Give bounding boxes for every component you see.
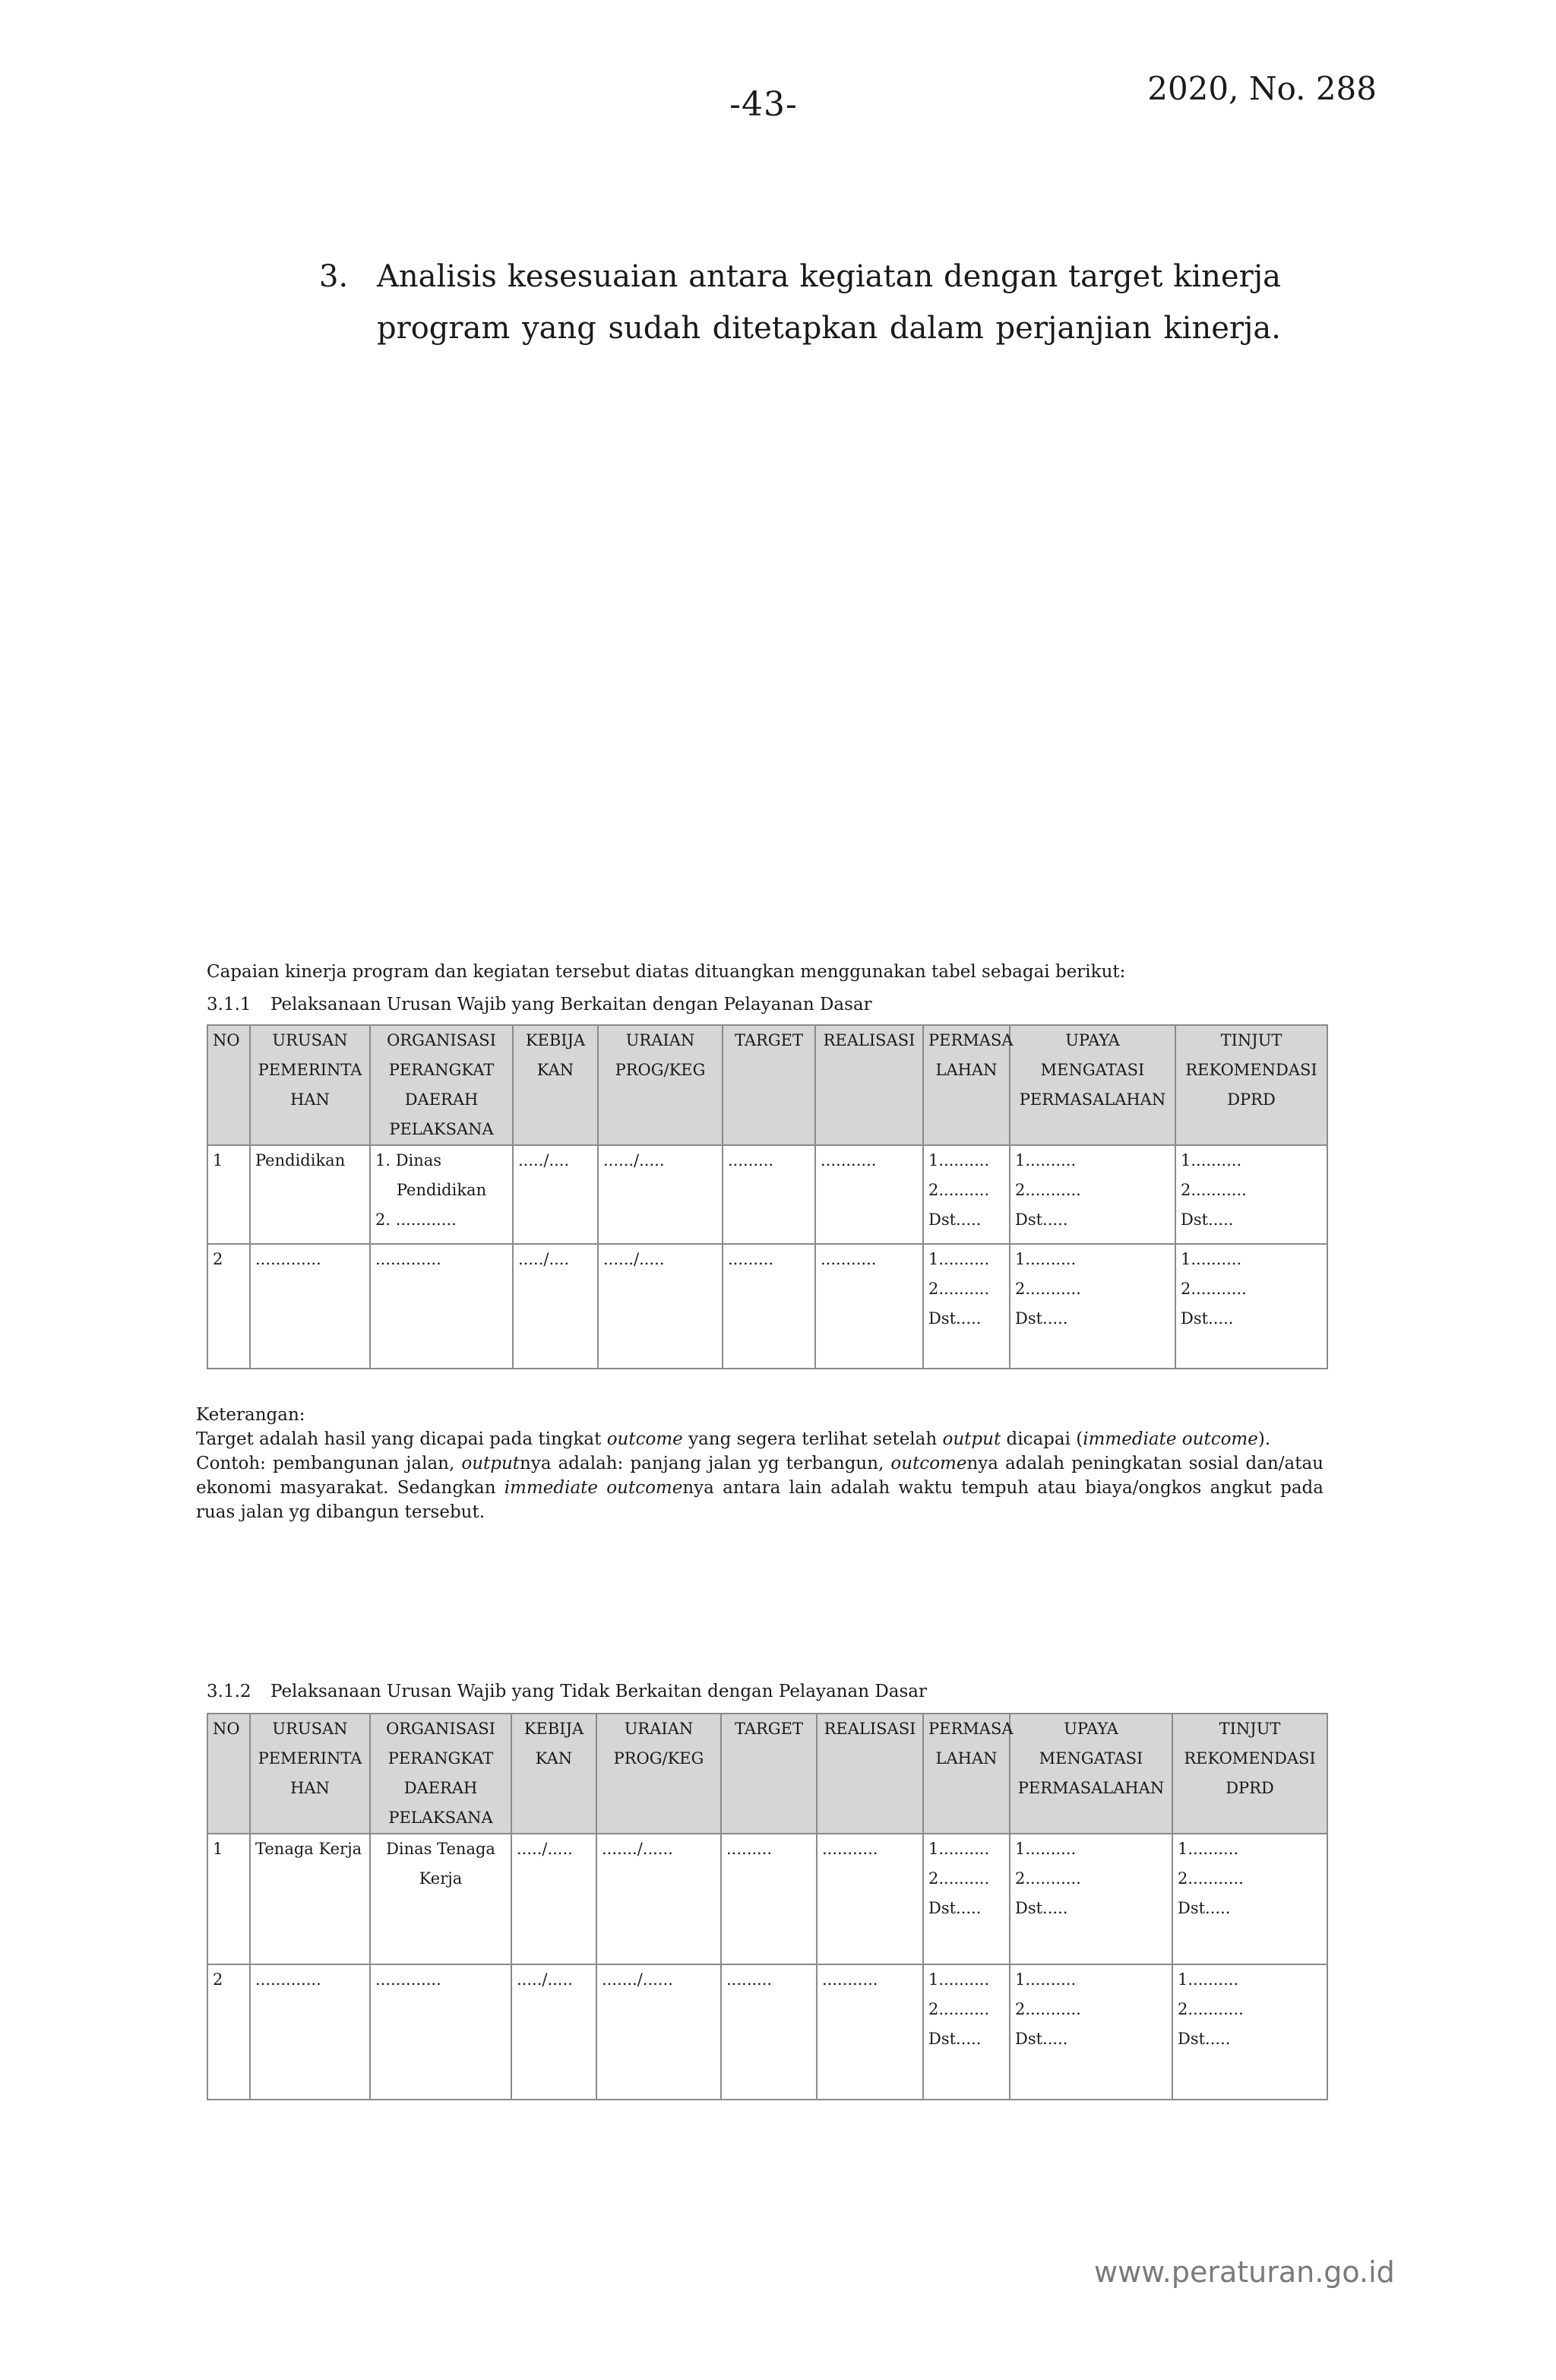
header-uraian: URAIAN PROG/KEG <box>598 1025 723 1145</box>
cell-uraian: ......./...... <box>596 1964 721 2100</box>
list-item: Dst..... <box>1015 2030 1068 2048</box>
section-text-line-1: Analisis kesesuaian antara kegiatan dengan target kinerja <box>377 259 1281 294</box>
table-urusan-wajib-non-pelayanan-dasar <box>207 1713 1328 2100</box>
cell-no: 1 <box>207 1145 250 1244</box>
header-realisasi: REALISASI <box>815 1025 923 1145</box>
header-organisasi: ORGANISASI PERANGKAT DAERAH PELAKSANA <box>370 1025 513 1145</box>
list-item: 2.......... <box>928 2000 990 2018</box>
header-tinjut: TINJUT REKOMENDASI DPRD <box>1172 1714 1327 1834</box>
table-row <box>207 1145 1327 1244</box>
header-urusan: URUSAN PEMERINTA HAN <box>250 1025 370 1145</box>
cell-target: ......... <box>723 1145 815 1244</box>
list-item: Dst..... <box>928 1899 982 1917</box>
list-item: 1.......... <box>928 1151 990 1169</box>
list-item: 1.......... <box>1015 1970 1077 1989</box>
keterangan-paragraph-1: Target adalah hasil yang dicapai pada tingkat outcome yang segera terlihat setelah output dicapai (immediate outcome). <box>196 1429 1271 1449</box>
cell-realisasi: ........... <box>815 1244 923 1369</box>
list-item: 1.......... <box>1015 1151 1077 1169</box>
intro-text: Capaian kinerja program dan kegiatan tersebut diatas dituangkan menggunakan tabel sebagai berikut: <box>207 962 1126 982</box>
list-item: Dst..... <box>1015 1309 1068 1328</box>
table2-title: Pelaksanaan Urusan Wajib yang Tidak Berkaitan dengan Pelayanan Dasar <box>270 1682 928 1701</box>
cell-kebijakan: ...../..... <box>511 1834 596 1964</box>
section-number: 3. <box>319 259 349 294</box>
section-text-line-2: program yang sudah ditetapkan dalam perjanjian kinerja. <box>377 311 1281 346</box>
header-uraian: URAIAN PROG/KEG <box>596 1714 721 1834</box>
list-item: 2.......... <box>928 1181 990 1199</box>
cell-no: 1 <box>207 1834 250 1964</box>
cell-organisasi <box>370 1145 513 1244</box>
cell-organisasi-line: Pendidikan <box>396 1181 487 1199</box>
cell-realisasi: ........... <box>817 1834 923 1964</box>
keterangan-notes <box>196 1403 1324 1524</box>
header-no: NO <box>207 1025 250 1145</box>
keterangan-paragraph-2: Contoh: pembangunan jalan, outputnya adalah: panjang jalan yg terbangun, outcomenya adalah peningkatan sosial dan/atau ekonomi masyarakat. Sedangkan immediate outcomenya antara lain adalah waktu tempuh atau biaya/ongkos angkut pada ruas jalan yg dibangun tersebut. <box>196 1454 1324 1522</box>
list-item: Dst..... <box>928 2030 982 2048</box>
list-item: 2........... <box>1015 1181 1081 1199</box>
table2-number: 3.1.2 <box>207 1682 251 1701</box>
cell-permasalahan <box>923 1964 1010 2100</box>
cell-urusan: ............. <box>250 1964 370 2100</box>
list-item: 1.......... <box>928 1970 990 1989</box>
header-target: TARGET <box>723 1025 815 1145</box>
list-item: 2........... <box>1015 1869 1081 1888</box>
cell-uraian: ....../..... <box>598 1244 723 1369</box>
list-item: 2........... <box>1015 1280 1081 1298</box>
cell-target: ......... <box>721 1964 817 2100</box>
cell-tinjut <box>1172 1834 1327 1964</box>
list-item: Dst..... <box>1181 1211 1234 1229</box>
list-item: 1.......... <box>1015 1840 1077 1858</box>
header-urusan: URUSAN PEMERINTA HAN <box>250 1714 370 1834</box>
header-realisasi: REALISASI <box>817 1714 923 1834</box>
table-row <box>207 1964 1327 2100</box>
list-item: 1.......... <box>1178 1840 1239 1858</box>
list-item: Dst..... <box>1178 1899 1231 1917</box>
list-item: Dst..... <box>928 1309 982 1328</box>
cell-realisasi: ........... <box>815 1145 923 1244</box>
keterangan-label: Keterangan: <box>196 1405 305 1425</box>
cell-organisasi: ............. <box>370 1244 513 1369</box>
table-urusan-wajib-pelayanan-dasar <box>207 1024 1328 1369</box>
cell-no: 2 <box>207 1964 250 2100</box>
list-item: 2.......... <box>928 1280 990 1298</box>
list-item: 2........... <box>1178 2000 1244 2018</box>
table-row <box>207 1834 1327 1964</box>
header-kebijakan: KEBIJA KAN <box>511 1714 596 1834</box>
cell-permasalahan <box>923 1834 1010 1964</box>
cell-kebijakan: ...../.... <box>513 1244 598 1369</box>
cell-upaya <box>1010 1834 1172 1964</box>
list-item: Dst..... <box>1015 1899 1068 1917</box>
table1-caption <box>207 995 872 1014</box>
header-kebijakan: KEBIJA KAN <box>513 1025 598 1145</box>
cell-tinjut <box>1175 1244 1327 1369</box>
header-upaya: UPAYA MENGATASI PERMASALAHAN <box>1010 1025 1175 1145</box>
cell-kebijakan: ...../..... <box>511 1964 596 2100</box>
list-item: Dst..... <box>1181 1309 1234 1328</box>
header-target: TARGET <box>721 1714 817 1834</box>
list-item: 2........... <box>1181 1280 1247 1298</box>
table2-caption <box>207 1682 927 1701</box>
table1-number: 3.1.1 <box>207 995 251 1014</box>
list-item: 1.......... <box>928 1250 990 1268</box>
table-row <box>207 1244 1327 1369</box>
header-upaya: UPAYA MENGATASI PERMASALAHAN <box>1010 1714 1172 1834</box>
cell-upaya <box>1010 1964 1172 2100</box>
header-tinjut: TINJUT REKOMENDASI DPRD <box>1175 1025 1327 1145</box>
list-item: Dst..... <box>928 1211 982 1229</box>
header-organisasi: ORGANISASI PERANGKAT DAERAH PELAKSANA <box>370 1714 511 1834</box>
cell-organisasi-line: 1. Dinas <box>375 1151 442 1169</box>
list-item: 2........... <box>1181 1181 1247 1199</box>
list-item: 2.......... <box>928 1869 990 1888</box>
cell-organisasi: Dinas Tenaga Kerja <box>370 1834 511 1964</box>
table1-title: Pelaksanaan Urusan Wajib yang Berkaitan dengan Pelayanan Dasar <box>270 995 872 1014</box>
cell-urusan: ............. <box>250 1244 370 1369</box>
cell-uraian: ....../..... <box>598 1145 723 1244</box>
cell-uraian: ......./...... <box>596 1834 721 1964</box>
list-item: 2........... <box>1178 1869 1244 1888</box>
cell-upaya <box>1010 1244 1175 1369</box>
cell-tinjut <box>1175 1145 1327 1244</box>
cell-tinjut <box>1172 1964 1327 2100</box>
cell-urusan: Tenaga Kerja <box>250 1834 370 1964</box>
cell-upaya <box>1010 1145 1175 1244</box>
page-number: -43- <box>729 85 798 124</box>
list-item: Dst..... <box>1015 1211 1068 1229</box>
footer-url: www.peraturan.go.id <box>1094 2255 1395 2289</box>
cell-organisasi-line: 2. ............ <box>375 1211 457 1229</box>
cell-target: ......... <box>723 1244 815 1369</box>
header-permasalahan: PERMASA LAHAN <box>923 1714 1010 1834</box>
list-item: 1.......... <box>928 1840 990 1858</box>
document-reference: 2020, No. 288 <box>1147 70 1377 107</box>
list-item: 1.......... <box>1181 1151 1242 1169</box>
cell-target: ......... <box>721 1834 817 1964</box>
table-header-row <box>207 1714 1327 1834</box>
cell-organisasi: ............. <box>370 1964 511 2100</box>
cell-kebijakan: ...../.... <box>513 1145 598 1244</box>
list-item: 1.......... <box>1181 1250 1242 1268</box>
header-permasalahan: PERMASA LAHAN <box>923 1025 1010 1145</box>
table-header-row <box>207 1025 1327 1145</box>
list-item: 1.......... <box>1178 1970 1239 1989</box>
cell-permasalahan <box>923 1145 1010 1244</box>
header-no: NO <box>207 1714 250 1834</box>
list-item: 2........... <box>1015 2000 1081 2018</box>
cell-urusan: Pendidikan <box>250 1145 370 1244</box>
cell-permasalahan <box>923 1244 1010 1369</box>
cell-no: 2 <box>207 1244 250 1369</box>
list-item: Dst..... <box>1178 2030 1231 2048</box>
cell-realisasi: ........... <box>817 1964 923 2100</box>
list-item: 1.......... <box>1015 1250 1077 1268</box>
